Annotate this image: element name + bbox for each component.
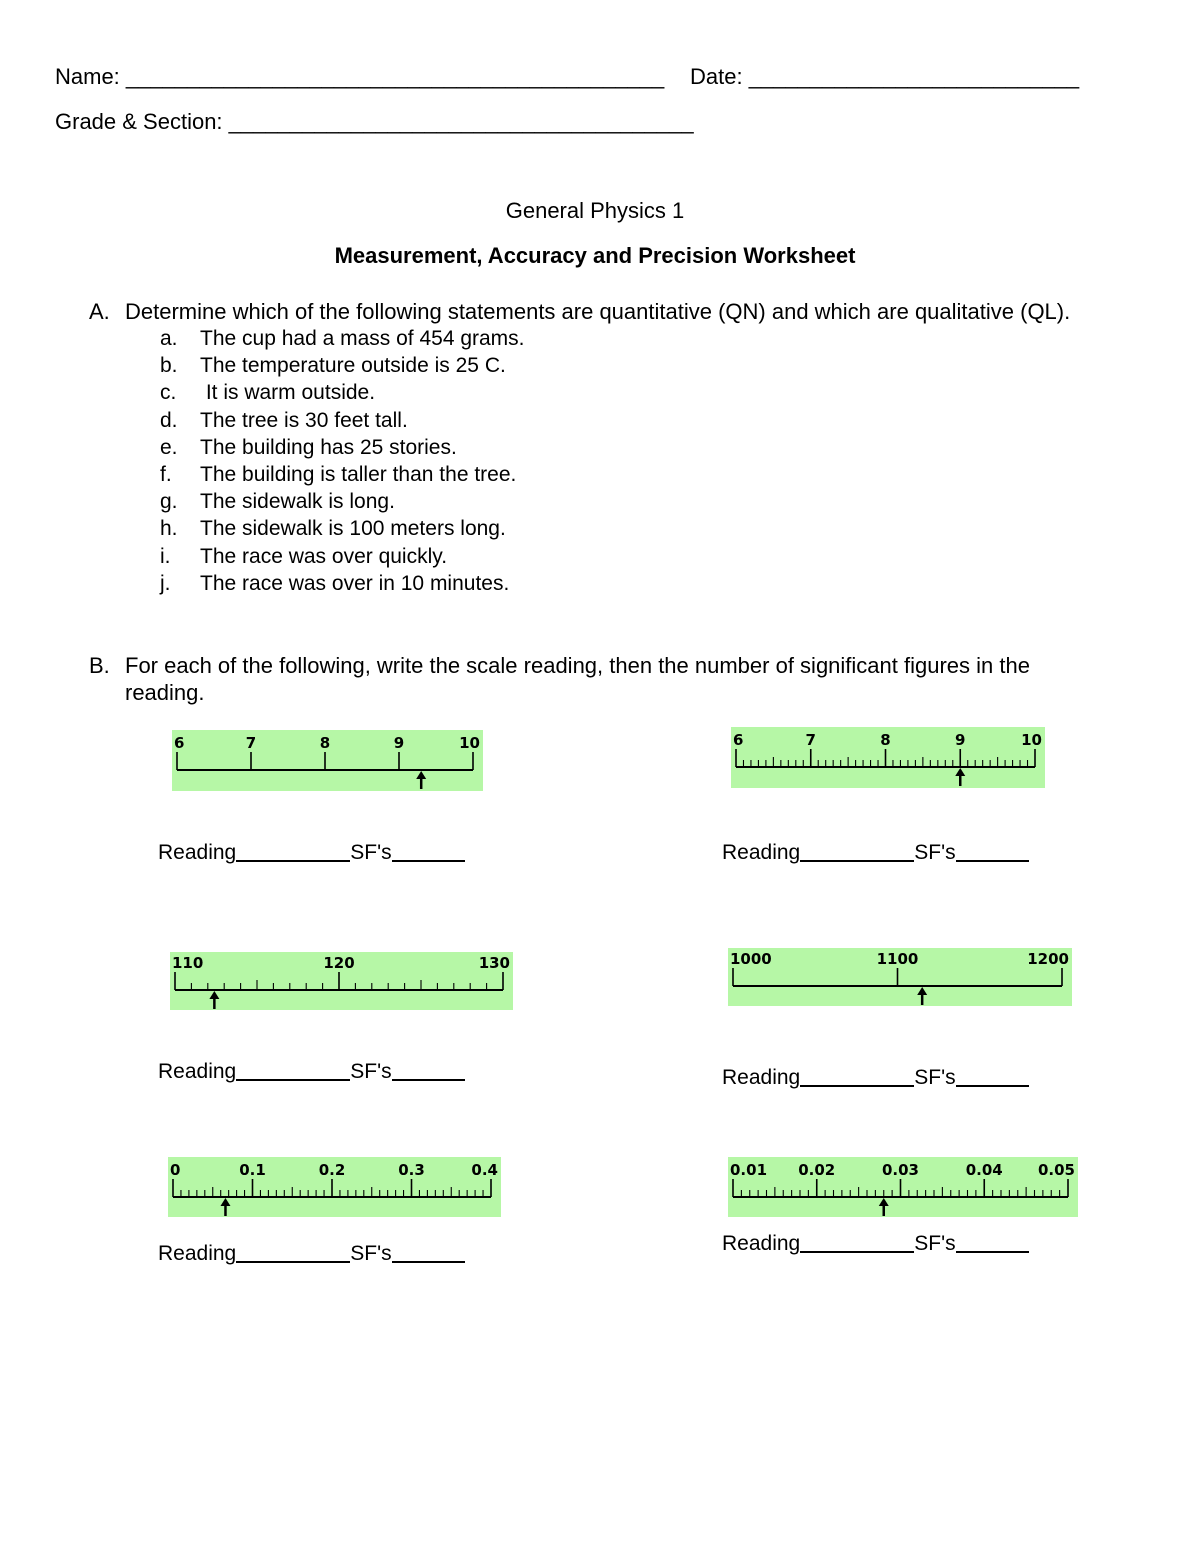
sf-blank[interactable]: [956, 1085, 1029, 1087]
item-letter: d.: [160, 408, 178, 432]
worksheet-title: Measurement, Accuracy and Precision Worksheet: [334, 243, 856, 268]
answer-row-1: [158, 841, 465, 865]
reading-blank[interactable]: [236, 1079, 350, 1081]
sf-label: SF's: [350, 1242, 392, 1265]
sf-label: SF's: [350, 841, 392, 864]
item-letter: a.: [160, 327, 178, 350]
grade-section-field[interactable]: [55, 109, 694, 135]
item-text: The building has 25 stories.: [200, 435, 457, 459]
item-text: The race was over in 10 minutes.: [200, 571, 510, 595]
part-a-instruction: Determine which of the following statements are quantitative (QN) and which are qualitative (QL).: [125, 299, 1071, 324]
part-a-marker: A.: [89, 299, 110, 324]
reading-blank[interactable]: [800, 1085, 914, 1087]
list-item: [160, 354, 525, 381]
date-label: Date:: [690, 64, 749, 89]
item-letter: j.: [160, 571, 171, 595]
item-text: The sidewalk is long.: [200, 490, 395, 514]
scale-tick-label: 7: [245, 734, 257, 752]
scale-tick-label: 0.01: [730, 1161, 768, 1179]
sf-label: SF's: [914, 841, 956, 864]
scale-tick-label: 1200: [1027, 950, 1069, 968]
scale-tick-label: 0.1: [239, 1161, 266, 1179]
name-label: Name:: [55, 64, 126, 89]
sf-blank[interactable]: [956, 1251, 1029, 1253]
scale-tick-label: 9: [393, 734, 405, 752]
name-field[interactable]: [55, 64, 664, 90]
item-text: It is warm outside.: [200, 381, 376, 405]
list-item: [160, 463, 525, 490]
item-letter: g.: [160, 490, 178, 514]
ruler-scale-1: [172, 730, 483, 791]
part-a-list: [160, 327, 525, 599]
date-blank[interactable]: ___________________________: [748, 64, 1080, 89]
scale-tick-label: 10: [1021, 731, 1042, 749]
reading-label: Reading: [158, 1242, 237, 1265]
answer-row-6: [722, 1232, 1029, 1256]
item-text: The temperature outside is 25 C.: [200, 354, 506, 378]
scale-tick-label: 0.2: [318, 1161, 346, 1179]
sf-label: SF's: [914, 1066, 956, 1089]
name-blank[interactable]: ____________________________________________: [125, 64, 665, 89]
part-b-marker: B.: [89, 653, 110, 678]
list-item: [160, 517, 525, 544]
scale-tick-label: 1100: [876, 950, 919, 968]
scale-tick-label: 0.3: [398, 1161, 425, 1179]
list-item: [160, 545, 525, 572]
item-text: The race was over quickly.: [200, 544, 448, 568]
reading-label: Reading: [722, 1066, 801, 1089]
list-item: [160, 409, 525, 436]
scale-tick-label: 0.04: [965, 1161, 1003, 1179]
list-item: [160, 490, 525, 517]
scale-tick-label: 0.03: [881, 1161, 920, 1179]
reading-blank[interactable]: [800, 1251, 914, 1253]
item-letter: c.: [160, 381, 177, 405]
answer-row-5: [158, 1242, 465, 1266]
list-item: [160, 572, 525, 599]
ruler-scale-3: [170, 952, 513, 1010]
scale-tick-label: 9: [955, 731, 966, 749]
scale-tick-label: 0.05: [1037, 1161, 1075, 1179]
item-text: The cup had a mass of 454 grams.: [200, 327, 525, 350]
scale-tick-label: 120: [323, 954, 355, 972]
scale-tick-label: 8: [319, 734, 331, 752]
scale-tick-label: 1000: [730, 950, 772, 968]
ruler-scale-2: [731, 727, 1045, 788]
item-letter: f.: [160, 462, 172, 486]
sf-blank[interactable]: [956, 860, 1029, 862]
part-b-instruction-line2: reading.: [125, 680, 205, 705]
list-item: [160, 327, 525, 354]
scale-tick-label: 110: [172, 954, 204, 972]
scale-tick-label: 6: [174, 734, 185, 752]
ruler-scale-6: [728, 1157, 1078, 1217]
item-text: The sidewalk is 100 meters long.: [200, 517, 506, 541]
scale-tick-label: 6: [733, 731, 744, 749]
sf-blank[interactable]: [392, 1261, 465, 1263]
grade-label: Grade & Section:: [55, 109, 229, 134]
list-item: [160, 381, 525, 408]
reading-label: Reading: [722, 841, 801, 864]
reading-blank[interactable]: [236, 1261, 350, 1263]
scale-tick-label: 8: [880, 731, 891, 749]
sf-label: SF's: [350, 1060, 392, 1083]
reading-label: Reading: [722, 1232, 801, 1255]
item-letter: h.: [160, 517, 178, 541]
scale-tick-label: 0: [170, 1161, 181, 1179]
item-letter: i.: [160, 544, 171, 568]
reading-label: Reading: [158, 1060, 237, 1083]
date-field[interactable]: [690, 64, 1079, 90]
reading-blank[interactable]: [236, 860, 350, 862]
answer-row-3: [158, 1060, 465, 1084]
sf-label: SF's: [914, 1232, 956, 1255]
list-item: [160, 436, 525, 463]
grade-blank[interactable]: ______________________________________: [228, 109, 694, 134]
ruler-scale-5: [168, 1157, 501, 1217]
scale-tick-label: 10: [459, 734, 480, 752]
ruler-scale-4: [728, 948, 1072, 1006]
course-title: General Physics 1: [505, 198, 685, 223]
item-text: The building is taller than the tree.: [200, 462, 517, 486]
reading-label: Reading: [158, 841, 237, 864]
answer-row-2: [722, 841, 1029, 865]
sf-blank[interactable]: [392, 860, 465, 862]
part-b-instruction-line1: For each of the following, write the scale reading, then the number of significant figures in the: [125, 653, 1030, 678]
scale-tick-label: 0.02: [798, 1161, 836, 1179]
item-letter: e.: [160, 435, 178, 459]
item-letter: b.: [160, 354, 178, 378]
reading-blank[interactable]: [800, 860, 914, 862]
scale-tick-label: 0.4: [471, 1161, 498, 1179]
scale-tick-label: 130: [478, 954, 510, 972]
scale-tick-label: 7: [805, 731, 816, 749]
answer-row-4: [722, 1066, 1029, 1090]
item-text: The tree is 30 feet tall.: [200, 408, 408, 432]
sf-blank[interactable]: [392, 1079, 465, 1081]
